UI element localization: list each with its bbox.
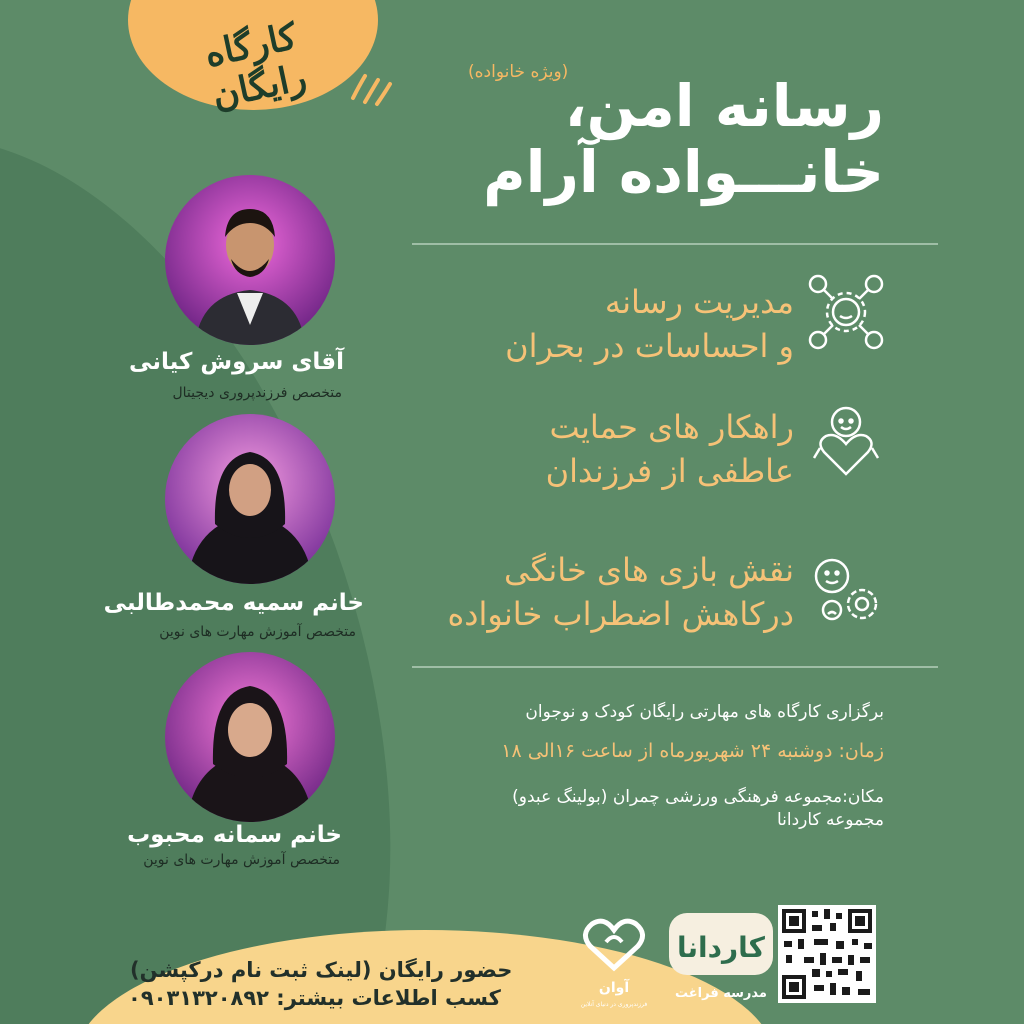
badge-label: کارگاه رایگان <box>201 15 311 117</box>
speaker-name: خانم سمانه محبوب <box>127 822 342 848</box>
speaker-name: آقای سروش کیانی <box>129 349 344 375</box>
divider-top <box>412 243 938 245</box>
event-place: مکان:مجموعه فرهنگی ورزشی چمران (بولینگ عبدو) <box>512 787 884 807</box>
avan-logo-tagline: فرزندپروری در دنیای آنلاین <box>580 1001 648 1008</box>
kardana-logo-sub: مدرسه فراغت <box>675 986 767 1001</box>
topic-line: عاطفی از فرزندان <box>545 452 794 490</box>
topic-line: راهکار های حمایت <box>549 408 794 446</box>
divider-bottom <box>412 666 938 668</box>
event-organizer: برگزاری کارگاه های مهارتی رایگان کودک و نوجوان <box>525 702 884 722</box>
main-title-line-1: رسانه امن، <box>564 72 884 140</box>
speaker-name: خانم سمیه محمدطالبی <box>103 590 364 616</box>
child-heart-icon <box>806 400 886 480</box>
avan-logo-text: آوان <box>598 980 630 996</box>
topic-emotional-support <box>546 405 794 493</box>
avan-logo <box>578 910 650 1010</box>
speaker-role: متخصص آموزش مهارت های نوین <box>143 852 340 868</box>
registration-free-text: حضور رایگان (لینک ثبت نام درکپشن) <box>130 958 513 982</box>
kardana-logo-text: کاردانا <box>677 931 765 964</box>
qr-code[interactable] <box>778 905 876 1003</box>
event-place-venue: مجموعه کاردانا <box>776 810 884 830</box>
registration-phone: کسب اطلاعات بیشتر: ۰۹۰۳۱۳۲۰۸۹۲ <box>128 986 501 1010</box>
topic-line: و احساسات در بحران <box>505 327 794 365</box>
emotion-gear-network-icon <box>806 272 886 352</box>
event-time: زمان: دوشنبه ۲۴ شهریورماه از ساعت ۱۶الی ۱۸ <box>501 740 884 762</box>
topic-line: مدیریت رسانه <box>604 283 794 321</box>
topic-line: نقش بازی های خانگی <box>503 551 794 589</box>
kardana-logo <box>665 905 777 1005</box>
topic-media-management <box>505 280 794 368</box>
speaker-avatar <box>165 652 335 822</box>
sparkle-marks-icon <box>345 68 395 108</box>
speaker-avatar <box>165 175 335 345</box>
main-title-line-2: خانـــواده آرام <box>483 138 884 206</box>
speaker-role: متخصص آموزش مهارت های نوین <box>159 624 356 640</box>
speaker-avatar <box>165 414 335 584</box>
emotion-gears-icon <box>806 548 886 628</box>
topic-line: درکاهش اضطراب خانواده <box>447 595 794 633</box>
title-subtitle: (ویژه خانواده) <box>468 62 569 82</box>
speaker-role: متخصص فرزندپروری دیجیتال <box>172 385 342 401</box>
topic-home-games <box>447 548 794 636</box>
